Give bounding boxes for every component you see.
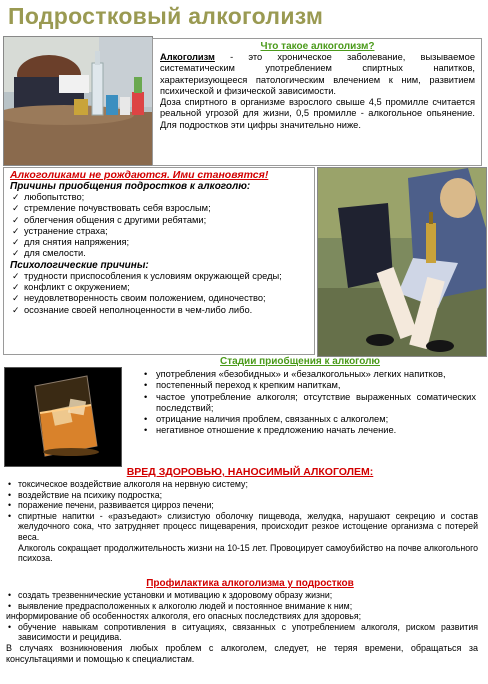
prevention-final: В случаях возникновения любых проблем с алкоголем, следует, не теряя времени, обращаться за консультациями и помощью к специалистам. [6, 642, 478, 664]
reasons-list [10, 192, 310, 260]
list-item: • постепенный переход к крепким напиткам, [140, 380, 476, 391]
term-alcoholism: Алкоголизм [160, 52, 215, 62]
list-item: • употребления «безобидных» и «безалкогольных» легких напитков, [140, 369, 476, 380]
harm-section [6, 479, 478, 564]
list-item: ✓ устранение страха; [10, 226, 310, 237]
list-item: ✓ стремление почувствовать себя взрослым; [10, 203, 310, 214]
what-is-definition [160, 52, 475, 97]
list-item: • обучение навыкам сопротивления в ситуациях, связанных с употреблением алкоголя, риском развития зависимости и рецидива. [6, 622, 478, 643]
photo-drunk-teen-image [4, 37, 152, 165]
psych-heading: Психологические причины: [10, 259, 149, 271]
reasons-heading: Алкоголиками не рождаются. Ими становятся! [10, 169, 269, 181]
what-is-heading: Что такое алкоголизм? [260, 41, 375, 52]
psych-list [10, 271, 310, 316]
prevention-list-1 [6, 590, 478, 611]
photo-whiskey-glass-image [5, 368, 121, 466]
photo-whiskey-glass [4, 367, 122, 467]
stages-heading: Стадии приобщения к алкоголю [220, 356, 380, 367]
photo-teen-with-bottle [317, 167, 487, 357]
list-item: ✓ для снятия напряжения; [10, 237, 310, 248]
list-item: • частое употребление алкоголя; отсутствие выраженных соматических последствий; [140, 392, 476, 415]
list-item: ✓ трудности приспособления к условиям окружающей среды; [10, 271, 310, 282]
list-item: ✓ любопытство; [10, 192, 310, 203]
definition-text: - это хроническое заболевание, вызываемое систематическим употреблением спиртных напитков, характеризующееся патологическим влечением к ним, развитием психической и физической зависимости. [160, 52, 475, 96]
stages-list [140, 369, 476, 437]
harm-note: Алкоголь сокращает продолжительность жизни на 10-15 лет. Провоцирует самоубийство на почве алкогольного психоза. [18, 542, 478, 564]
photo-teen-with-bottle-image [318, 168, 486, 356]
what-is-box [152, 38, 482, 166]
list-item: • негативное отношение к предложению начать лечение. [140, 425, 476, 436]
list-item: ✓ конфликт с окружением; [10, 282, 310, 293]
prevention-section [6, 590, 478, 665]
dose-text: Доза спиртного в организме взрослого свыше 4,5 промилле считается реальной угрозой для жизни, 0,5 промилле - алкогольное опьянение. Для подростков эти цифры значительно ниже. [160, 97, 475, 130]
list-item: ✓ осознание своей неполноценности в чем-либо либо. [10, 305, 310, 316]
list-item: • токсическое воздействие алкоголя на нервную систему; [6, 479, 478, 490]
list-item: • спиртные напитки - «разъедают» слизистую оболочку пищевода, желудка, нарушают секрецию и состав желудочного сока, что затрудняет процесс пищеварения, происходит резкое истощение организма с потерей веса. [6, 511, 478, 543]
list-item: • воздействие на психику подростка; [6, 490, 478, 501]
list-item: ✓ неудовлетворенность своим положением, одиночество; [10, 293, 310, 304]
list-item: ✓ облегчения общения с другими ребятами; [10, 215, 310, 226]
photo-drunk-teen [3, 36, 153, 166]
list-item: • поражение печени, развивается цирроз печени; [6, 500, 478, 511]
page-title: Подростковый алкоголизм [8, 3, 324, 29]
list-item: • создать трезвенническиe установки и мотивацию к здоровому образу жизни; [6, 590, 478, 601]
prevention-heading: Профилактика алкоголизма у подростков [146, 578, 354, 589]
reasons-subheading: Причины приобщения подростков к алкоголю: [10, 181, 251, 192]
harm-list [6, 479, 478, 543]
harm-heading: ВРЕД ЗДОРОВЬЮ, НАНОСИМЫЙ АЛКОГОЛЕМ: [126, 466, 374, 478]
prevention-info: информирование об особенностях алкоголя, его опасных последствиях для здоровья; [6, 611, 362, 622]
list-item: • выявление предрасположенных к алкоголю людей и постоянное внимание к ним; [6, 601, 478, 612]
list-item: ✓ для смелости. [10, 248, 310, 259]
list-item: • отрицание наличия проблем, связанных с алкоголем; [140, 414, 476, 425]
reasons-box [3, 167, 315, 355]
prevention-list-2 [6, 622, 478, 643]
